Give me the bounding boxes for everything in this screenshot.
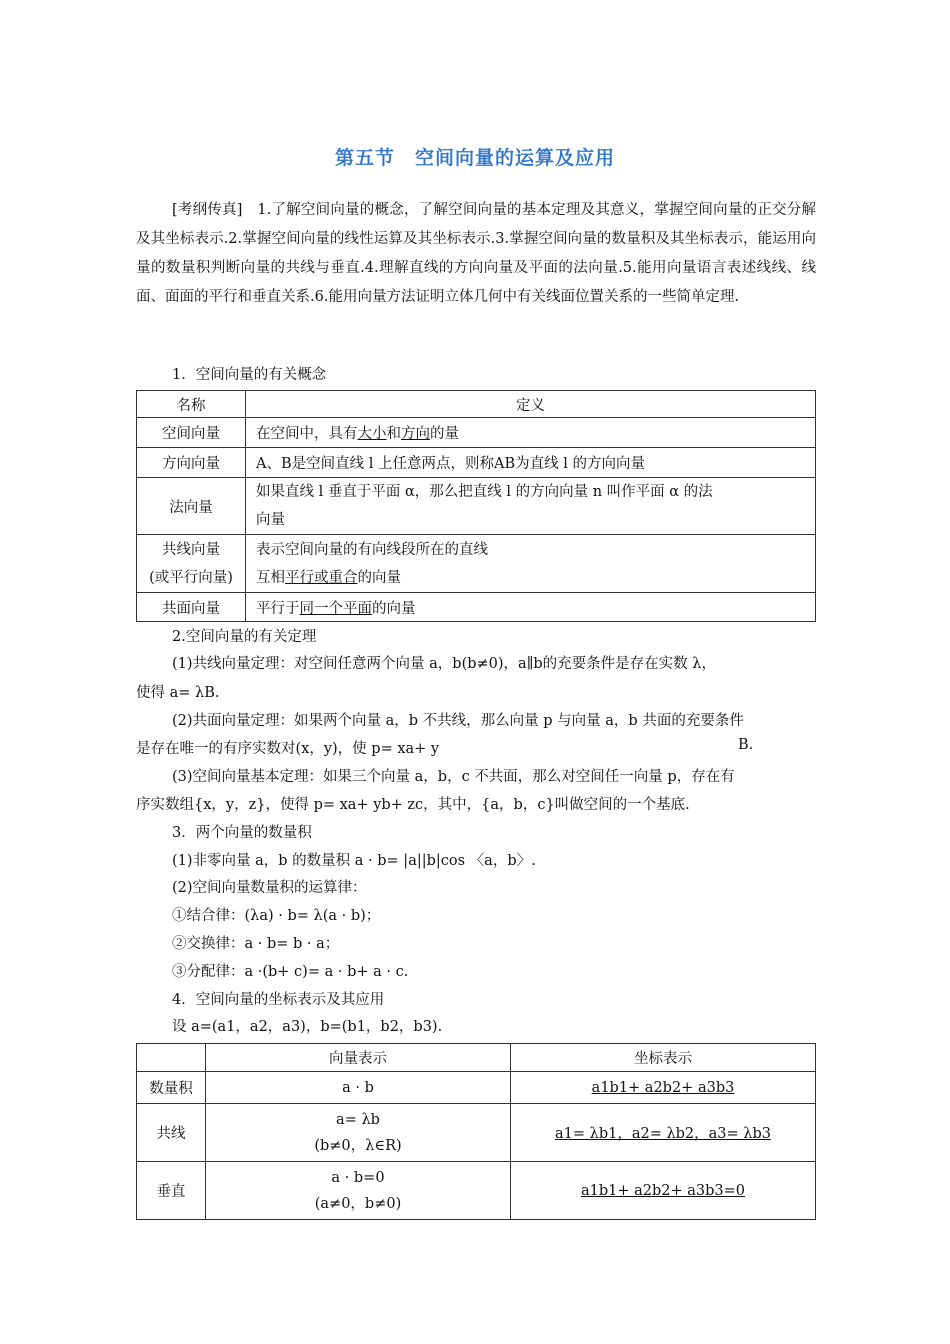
table-row [137,418,816,448]
concepts-table [136,390,816,622]
cell-vector: a · b=0 (a≠0，b≠0) [206,1162,511,1220]
cell-definition: A、B是空间直线 l 上任意两点，则称AB为直线 l 的方向向量 [246,448,816,478]
table-row [137,1104,816,1162]
cell-vector: a= λb (b≠0，λ∈R) [206,1104,511,1162]
cell-coordinate: a1= λb1，a2= λb2，a3= λb3 [511,1104,816,1162]
theorem-basis-line1: (3)空间向量基本定理：如果三个向量 a，b，c 不共面，那么对空间任一向量 p，存在有 [172,769,735,785]
law-associative: ①结合律：(λa) · b= λ(a · b)； [172,908,381,924]
theorem-coplanar-line1: (2)共面向量定理：如果两个向量 a，b 不共线，那么向量 p 与向量 a，b 共面的充要条件 [172,713,744,729]
law-distributive: ③分配律：a ·(b+ c)= a · b+ a · c. [172,964,409,980]
theorem-collinear-line2: 使得 a= λB. [136,685,220,701]
law-commutative: ②交换律：a · b= b · a； [172,936,340,952]
cell-definition: 平行于同一个平面的向量 [246,593,816,622]
cell-definition: 如果直线 l 垂直于平面 α，那么把直线 l 的方向向量 n 叫作平面 α 的法 向量 [246,478,816,535]
theorem-coplanar-line2: 是存在唯一的有序实数对(x，y)，使 p= xa+ y [136,741,440,757]
cell-name: 垂直 [137,1162,206,1220]
table-row [137,593,816,622]
section-4-heading: 4．空间向量的坐标表示及其应用 [172,992,385,1008]
cell-name: 共面向量 [137,593,246,622]
section-3-heading: 3．两个向量的数量积 [172,825,312,841]
theorem-collinear-line1: (1)共线向量定理：对空间任意两个向量 a，b(b≠0)，a∥b的充要条件是存在实数 λ， [172,656,716,672]
cell-vector: a · b [206,1072,511,1104]
theorem-coplanar-tail: B. [738,737,754,753]
table-row [137,478,816,535]
dot-product-definition: (1)非零向量 a，b 的数量积 a · b= |a||b|cos 〈a，b〉. [172,853,536,869]
section-2-heading: 2.空间向量的有关定理 [172,629,317,645]
header-name: 名称 [137,391,246,418]
header-vector: 向量表示 [206,1044,511,1072]
page-title: 第五节 空间向量的运算及应用 [334,147,615,169]
cell-definition: 表示空间向量的有向线段所在的直线 互相平行或重合的向量 [246,535,816,593]
cell-name: 共线 [137,1104,206,1162]
cell-definition: 在空间中，具有大小和方向的量 [246,418,816,448]
vector-setup: 设 a=(a1，a2，a3)，b=(b1，b2，b3). [172,1019,443,1035]
cell-name: 法向量 [137,478,246,535]
table-row [137,1162,816,1220]
header-empty [137,1044,206,1072]
section-1-heading: 1．空间向量的有关概念 [172,367,327,383]
table-row [137,535,816,593]
header-coordinate: 坐标表示 [511,1044,816,1072]
table-row [137,1072,816,1104]
cell-coordinate: a1b1+ a2b2+ a3b3=0 [511,1162,816,1220]
dot-product-laws-heading: (2)空间向量数量积的运算律： [172,880,367,896]
intro-paragraph: [考纲传真] 1.了解空间向量的概念，了解空间向量的基本定理及其意义，掌握空间向量的正交分解及其坐标表示.2.掌握空间向量的线性运算及其坐标表示.3.掌握空间向量的数量积及其坐标表示，能运用向量的数量积判断向量的共线与垂直.4.理解直线的方向向量及平面的法向量.5.能用向量语言表述线线、线面、面面的平行和垂直关系.6.能用向量方法证明立体几何中有关线面位置关系的一些简单定理. [136,202,816,305]
table-row [137,1044,816,1072]
theorem-basis-line2: 序实数组{x，y，z}，使得 p= xa+ yb+ zc，其中，{a，b，c}叫做空间的一个基底. [136,797,690,813]
cell-name: 空间向量 [137,418,246,448]
coordinates-table [136,1043,816,1220]
cell-name: 数量积 [137,1072,206,1104]
table-row [137,448,816,478]
cell-name: 共线向量 (或平行向量) [137,535,246,593]
cell-name: 方向向量 [137,448,246,478]
header-definition: 定义 [246,391,816,418]
table-row [137,391,816,418]
cell-coordinate: a1b1+ a2b2+ a3b3 [511,1072,816,1104]
